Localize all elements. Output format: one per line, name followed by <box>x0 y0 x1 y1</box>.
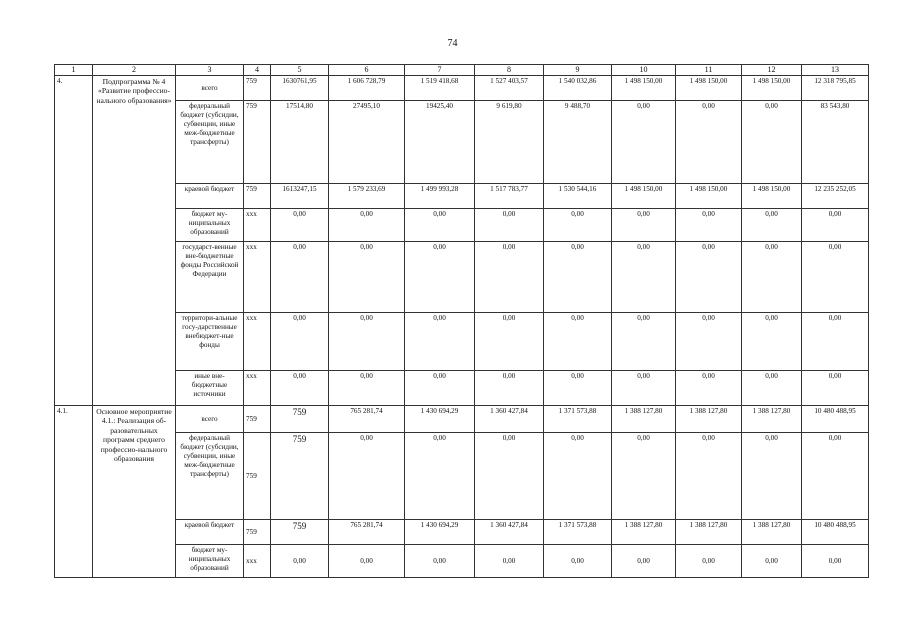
value-cell: 1 498 150,00 <box>676 184 742 209</box>
column-header: 3 <box>176 65 244 76</box>
value-cell: 0,00 <box>742 433 802 520</box>
value-cell: 1 498 150,00 <box>742 184 802 209</box>
value-cell: 0,00 <box>271 545 329 578</box>
value-cell: 0,00 <box>475 209 544 242</box>
value-cell: 0,00 <box>802 242 869 313</box>
budget-table <box>54 64 869 578</box>
value-cell: 0,00 <box>544 545 612 578</box>
value-cell: 0,00 <box>544 433 612 520</box>
value-cell: 1 498 150,00 <box>742 76 802 101</box>
value-cell: 1 388 127,80 <box>612 406 676 433</box>
table-row <box>55 101 869 184</box>
funding-source: федеральный бюджет (субсидии, субвенции, иные меж-бюджетные трансферты) <box>176 101 244 184</box>
value-cell: 0,00 <box>475 371 544 406</box>
value-cell: 1 388 127,80 <box>742 520 802 545</box>
grbs-code: xxx <box>244 371 271 406</box>
value-cell: 0,00 <box>742 101 802 184</box>
value-cell: 0,00 <box>329 242 405 313</box>
value-cell: 0,00 <box>742 209 802 242</box>
value-cell: 1 498 150,00 <box>676 76 742 101</box>
value-cell: 1 388 127,80 <box>742 406 802 433</box>
value-cell: 0,00 <box>271 313 329 371</box>
program-name: Подпрограмма № 4 «Развитие профессио-нального образования» <box>93 76 176 406</box>
value-cell: 1 360 427,84 <box>475 520 544 545</box>
funding-source: краевой бюджет <box>176 184 244 209</box>
funding-source: бюджет му-ниципальных образований <box>176 545 244 578</box>
value-cell: 0,00 <box>475 545 544 578</box>
grbs-code: xxx <box>244 313 271 371</box>
value-cell: 1 371 573,88 <box>544 406 612 433</box>
value-cell: 0,00 <box>802 313 869 371</box>
program-name: Основное мероприятие 4.1.: Реализация об-разовательных программ среднего профессио-нального образования <box>93 406 176 578</box>
value-cell: 0,00 <box>802 433 869 520</box>
value-cell: 0,00 <box>742 545 802 578</box>
funding-source: иные вне-бюджетные источники <box>176 371 244 406</box>
value-cell: 0,00 <box>405 371 475 406</box>
value-cell: 0,00 <box>612 313 676 371</box>
value-cell: 1 499 993,28 <box>405 184 475 209</box>
value-cell: 1 606 728,79 <box>329 76 405 101</box>
value-cell: 1613247,15 <box>271 184 329 209</box>
value-cell: 0,00 <box>329 313 405 371</box>
value-cell: 1 540 032,86 <box>544 76 612 101</box>
value-cell: 0,00 <box>475 313 544 371</box>
table-row <box>55 209 869 242</box>
funding-source: бюджет му-ниципальных образований <box>176 209 244 242</box>
grbs-code: 759 <box>244 76 271 101</box>
value-cell: 1 519 418,68 <box>405 76 475 101</box>
value-cell: 765 281,74 <box>329 406 405 433</box>
funding-source: государст-венные вне-бюджетные фонды Российской Федерации <box>176 242 244 313</box>
grbs-code: xxx <box>244 545 271 578</box>
table-row <box>55 184 869 209</box>
value-cell: 0,00 <box>802 545 869 578</box>
value-cell: 0,00 <box>329 433 405 520</box>
column-header: 11 <box>676 65 742 76</box>
column-header: 9 <box>544 65 612 76</box>
value-cell: 1 530 544,16 <box>544 184 612 209</box>
value-cell: 17514,80 <box>271 101 329 184</box>
value-cell: 0,00 <box>612 433 676 520</box>
value-cell: 0,00 <box>802 209 869 242</box>
column-header: 10 <box>612 65 676 76</box>
value-cell: 0,00 <box>475 242 544 313</box>
funding-source: всего <box>176 76 244 101</box>
column-header: 4 <box>244 65 271 76</box>
column-header: 7 <box>405 65 475 76</box>
value-cell: 0,00 <box>742 242 802 313</box>
value-cell: 83 543,80 <box>802 101 869 184</box>
grbs-code: 759 <box>244 433 271 520</box>
value-cell: 19425,40 <box>405 101 475 184</box>
value-cell: 9 619,80 <box>475 101 544 184</box>
value-cell: 1 388 127,80 <box>676 520 742 545</box>
column-header: 13 <box>802 65 869 76</box>
column-header: 8 <box>475 65 544 76</box>
value-cell: 759 <box>271 520 329 545</box>
column-header: 1 <box>55 65 93 76</box>
value-cell: 1 388 127,80 <box>676 406 742 433</box>
value-cell: 0,00 <box>612 242 676 313</box>
table-row <box>55 76 869 101</box>
funding-source: федеральный бюджет (субсидии, субвенции, иные меж-бюджетные трансферты) <box>176 433 244 520</box>
table-row <box>55 545 869 578</box>
value-cell: 1 579 233,69 <box>329 184 405 209</box>
funding-source: территори-альные госу-дарственные внебюджет-ные фонды <box>176 313 244 371</box>
value-cell: 0,00 <box>405 242 475 313</box>
value-cell: 1 517 783,77 <box>475 184 544 209</box>
value-cell: 0,00 <box>676 545 742 578</box>
value-cell: 1 371 573,88 <box>544 520 612 545</box>
value-cell: 0,00 <box>329 545 405 578</box>
value-cell: 765 281,74 <box>329 520 405 545</box>
grbs-code: 759 <box>244 184 271 209</box>
value-cell: 759 <box>271 433 329 520</box>
header-row <box>55 65 869 76</box>
value-cell: 0,00 <box>676 101 742 184</box>
column-header: 2 <box>93 65 176 76</box>
table-row <box>55 406 869 433</box>
value-cell: 1 360 427,84 <box>475 406 544 433</box>
table-row <box>55 242 869 313</box>
grbs-code: 759 <box>244 101 271 184</box>
value-cell: 9 488,70 <box>544 101 612 184</box>
value-cell: 0,00 <box>612 371 676 406</box>
funding-source: всего <box>176 406 244 433</box>
value-cell: 0,00 <box>676 313 742 371</box>
value-cell: 27495,10 <box>329 101 405 184</box>
value-cell: 0,00 <box>271 209 329 242</box>
value-cell: 0,00 <box>676 242 742 313</box>
column-header: 5 <box>271 65 329 76</box>
value-cell: 1 388 127,80 <box>612 520 676 545</box>
row-code: 4.1. <box>55 406 93 578</box>
grbs-code: xxx <box>244 242 271 313</box>
column-header: 12 <box>742 65 802 76</box>
value-cell: 0,00 <box>612 209 676 242</box>
value-cell: 0,00 <box>475 433 544 520</box>
value-cell: 0,00 <box>405 313 475 371</box>
grbs-code: 759 <box>244 520 271 545</box>
value-cell: 1 430 694,29 <box>405 520 475 545</box>
value-cell: 12 318 795,85 <box>802 76 869 101</box>
value-cell: 0,00 <box>329 209 405 242</box>
value-cell: 1 527 403,57 <box>475 76 544 101</box>
table-row <box>55 313 869 371</box>
page-number: 74 <box>447 38 458 49</box>
value-cell: 0,00 <box>742 371 802 406</box>
value-cell: 1630761,95 <box>271 76 329 101</box>
value-cell: 0,00 <box>544 209 612 242</box>
value-cell: 0,00 <box>676 371 742 406</box>
column-header: 6 <box>329 65 405 76</box>
value-cell: 1 430 694,29 <box>405 406 475 433</box>
value-cell: 0,00 <box>612 545 676 578</box>
value-cell: 0,00 <box>271 371 329 406</box>
grbs-code: 759 <box>244 406 271 433</box>
value-cell: 10 480 488,95 <box>802 406 869 433</box>
value-cell: 0,00 <box>544 371 612 406</box>
row-code: 4. <box>55 76 93 406</box>
table-row <box>55 520 869 545</box>
value-cell: 0,00 <box>271 242 329 313</box>
funding-source: краевой бюджет <box>176 520 244 545</box>
value-cell: 759 <box>271 406 329 433</box>
value-cell: 12 235 252,05 <box>802 184 869 209</box>
value-cell: 0,00 <box>802 371 869 406</box>
value-cell: 0,00 <box>742 313 802 371</box>
value-cell: 1 498 150,00 <box>612 76 676 101</box>
value-cell: 0,00 <box>612 101 676 184</box>
value-cell: 0,00 <box>676 433 742 520</box>
table-row <box>55 433 869 520</box>
value-cell: 0,00 <box>405 433 475 520</box>
value-cell: 1 498 150,00 <box>612 184 676 209</box>
value-cell: 0,00 <box>676 209 742 242</box>
table-row <box>55 371 869 406</box>
grbs-code: xxx <box>244 209 271 242</box>
value-cell: 10 480 488,95 <box>802 520 869 545</box>
value-cell: 0,00 <box>405 545 475 578</box>
value-cell: 0,00 <box>405 209 475 242</box>
value-cell: 0,00 <box>544 313 612 371</box>
value-cell: 0,00 <box>544 242 612 313</box>
value-cell: 0,00 <box>329 371 405 406</box>
